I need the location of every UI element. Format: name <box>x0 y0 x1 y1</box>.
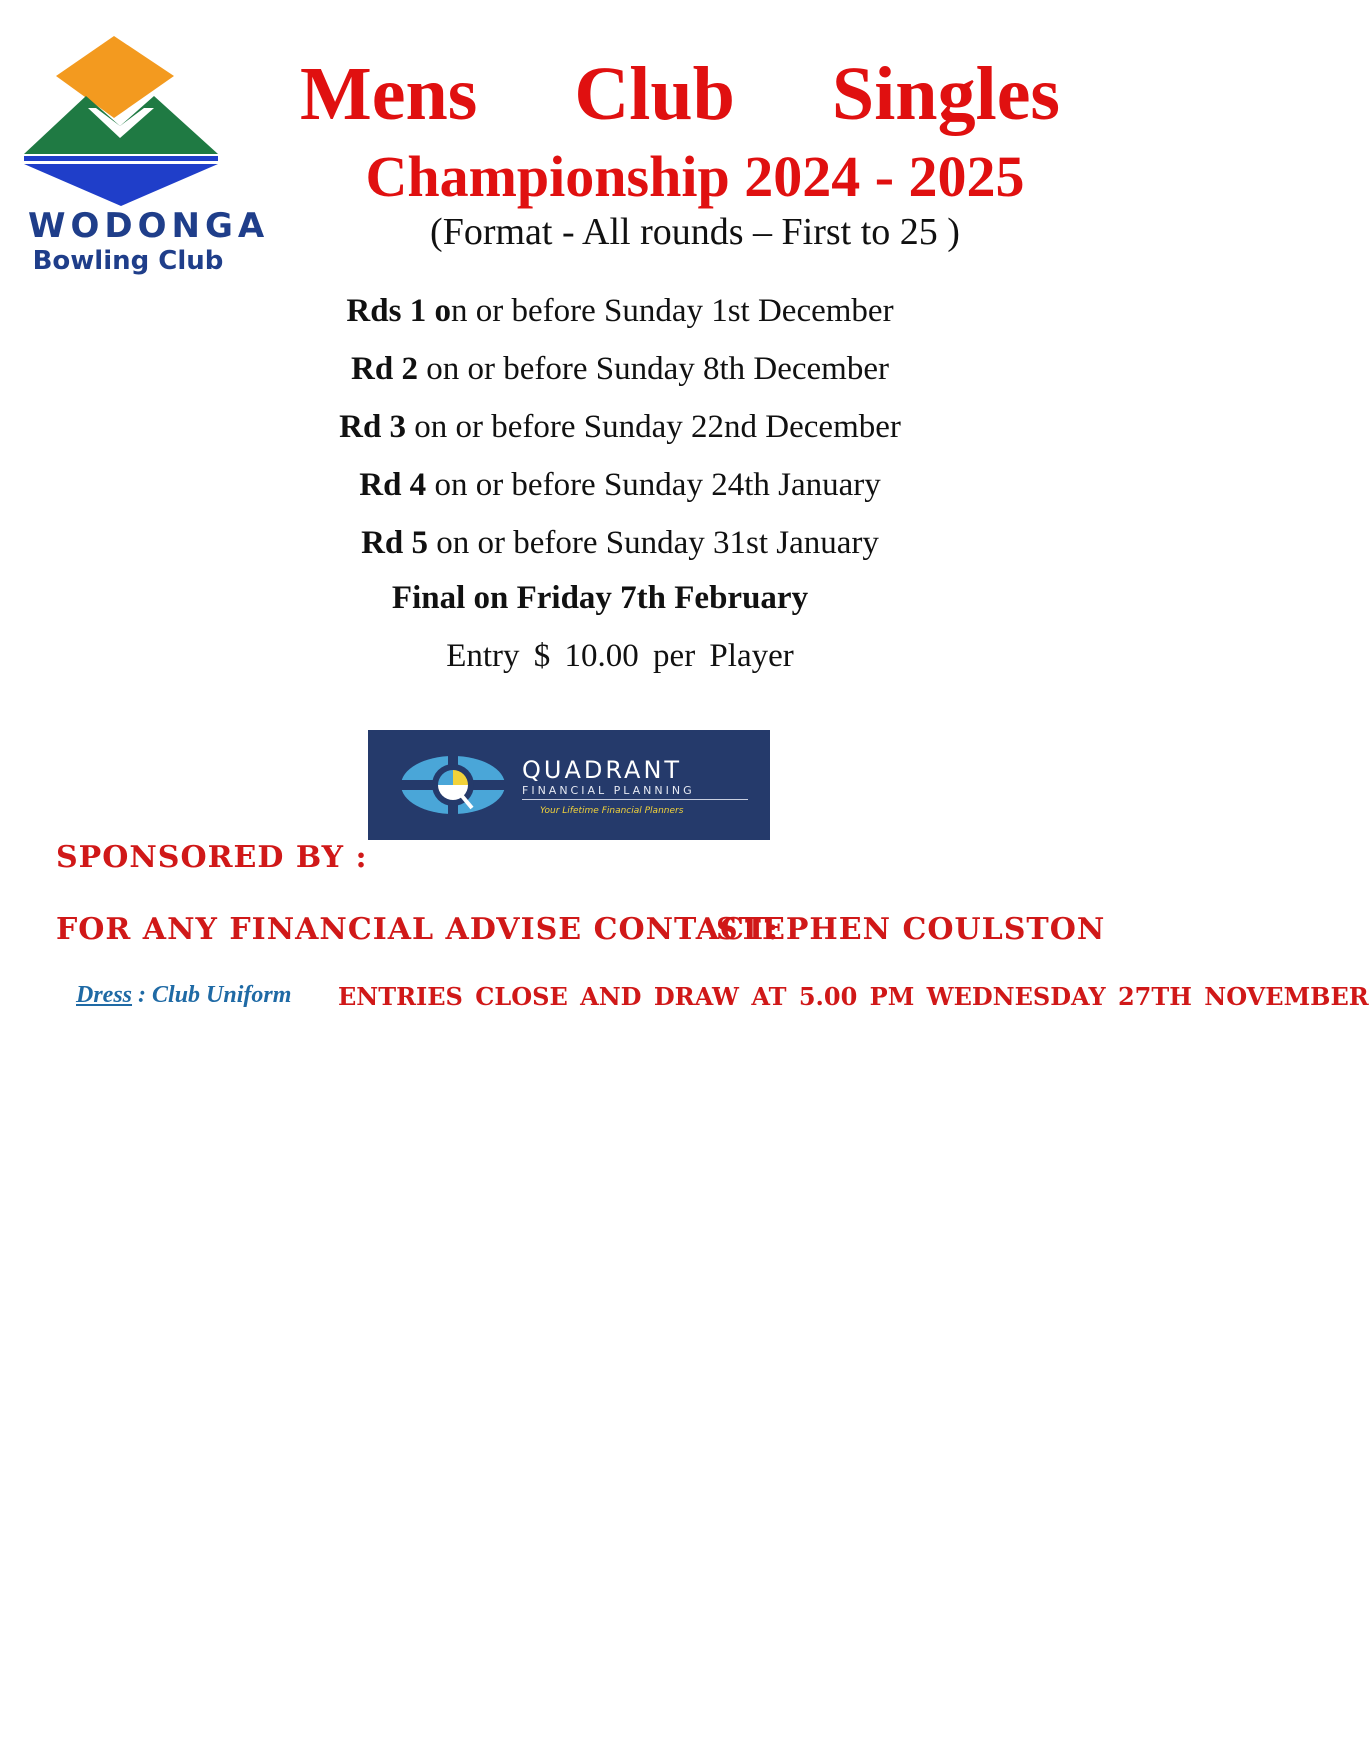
dress-label: Dress <box>76 982 133 1008</box>
round-2 <box>200 350 1040 390</box>
sponsor-name: QUADRANT <box>522 756 683 784</box>
round-date: on or before Sunday 24th January <box>426 467 881 503</box>
dress-code <box>76 982 291 1009</box>
round-label: Rds 1 o <box>346 293 451 329</box>
logo-club-subtitle: Bowling Club <box>32 246 224 276</box>
sponsor-tagline: Your Lifetime Financial Planners <box>540 806 684 816</box>
round-label: Rd 5 <box>361 525 429 561</box>
wodonga-logo <box>24 34 270 284</box>
sponsor-subtitle: FINANCIAL PLANNING <box>522 784 748 800</box>
round-1 <box>200 292 1040 332</box>
dress-separator: : <box>132 982 153 1008</box>
financial-advise-label: FOR ANY FINANCIAL ADVISE CONTACT: <box>56 912 780 947</box>
title-word-singles: Singles <box>831 52 1060 136</box>
round-date: n or before Sunday 1st December <box>450 293 894 329</box>
sponsored-by-label: SPONSORED BY : <box>56 840 368 875</box>
round-label: Rd 4 <box>359 467 427 503</box>
round-label: Rd 3 <box>339 409 407 445</box>
title-line-1 <box>300 52 1060 136</box>
logo-club-name: WODONGA <box>28 206 270 246</box>
title-word-club: Club <box>574 52 735 136</box>
quadrant-target-icon <box>398 730 518 840</box>
round-label: Rd 2 <box>351 351 418 387</box>
round-date: on or before Sunday 22nd December <box>406 409 901 445</box>
round-4 <box>200 466 1040 506</box>
round-5 <box>200 524 1040 564</box>
final-date: Final on Friday 7th February <box>391 580 809 616</box>
entry-fee: Entry $ 10.00 per Player <box>446 638 794 674</box>
entries-close-notice: ENTRIES CLOSE AND DRAW AT 5.00 PM WEDNESDAY 27TH NOVEMBER <box>338 982 1369 1011</box>
round-date: on or before Sunday 8th December <box>417 351 889 387</box>
round-3 <box>200 408 1040 448</box>
format-note: (Format - All rounds – First to 25 ) <box>430 211 960 253</box>
round-date: on or before Sunday 31st January <box>428 525 879 561</box>
title-word-mens: Mens <box>300 52 478 136</box>
title-line-2: Championship 2024 - 2025 <box>365 144 1025 209</box>
mountain-logo-icon <box>24 34 224 209</box>
dress-value: Club Uniform <box>152 982 292 1008</box>
sponsor-logo <box>368 730 770 840</box>
contact-name: STEPHEN COULSTON <box>716 912 1106 947</box>
